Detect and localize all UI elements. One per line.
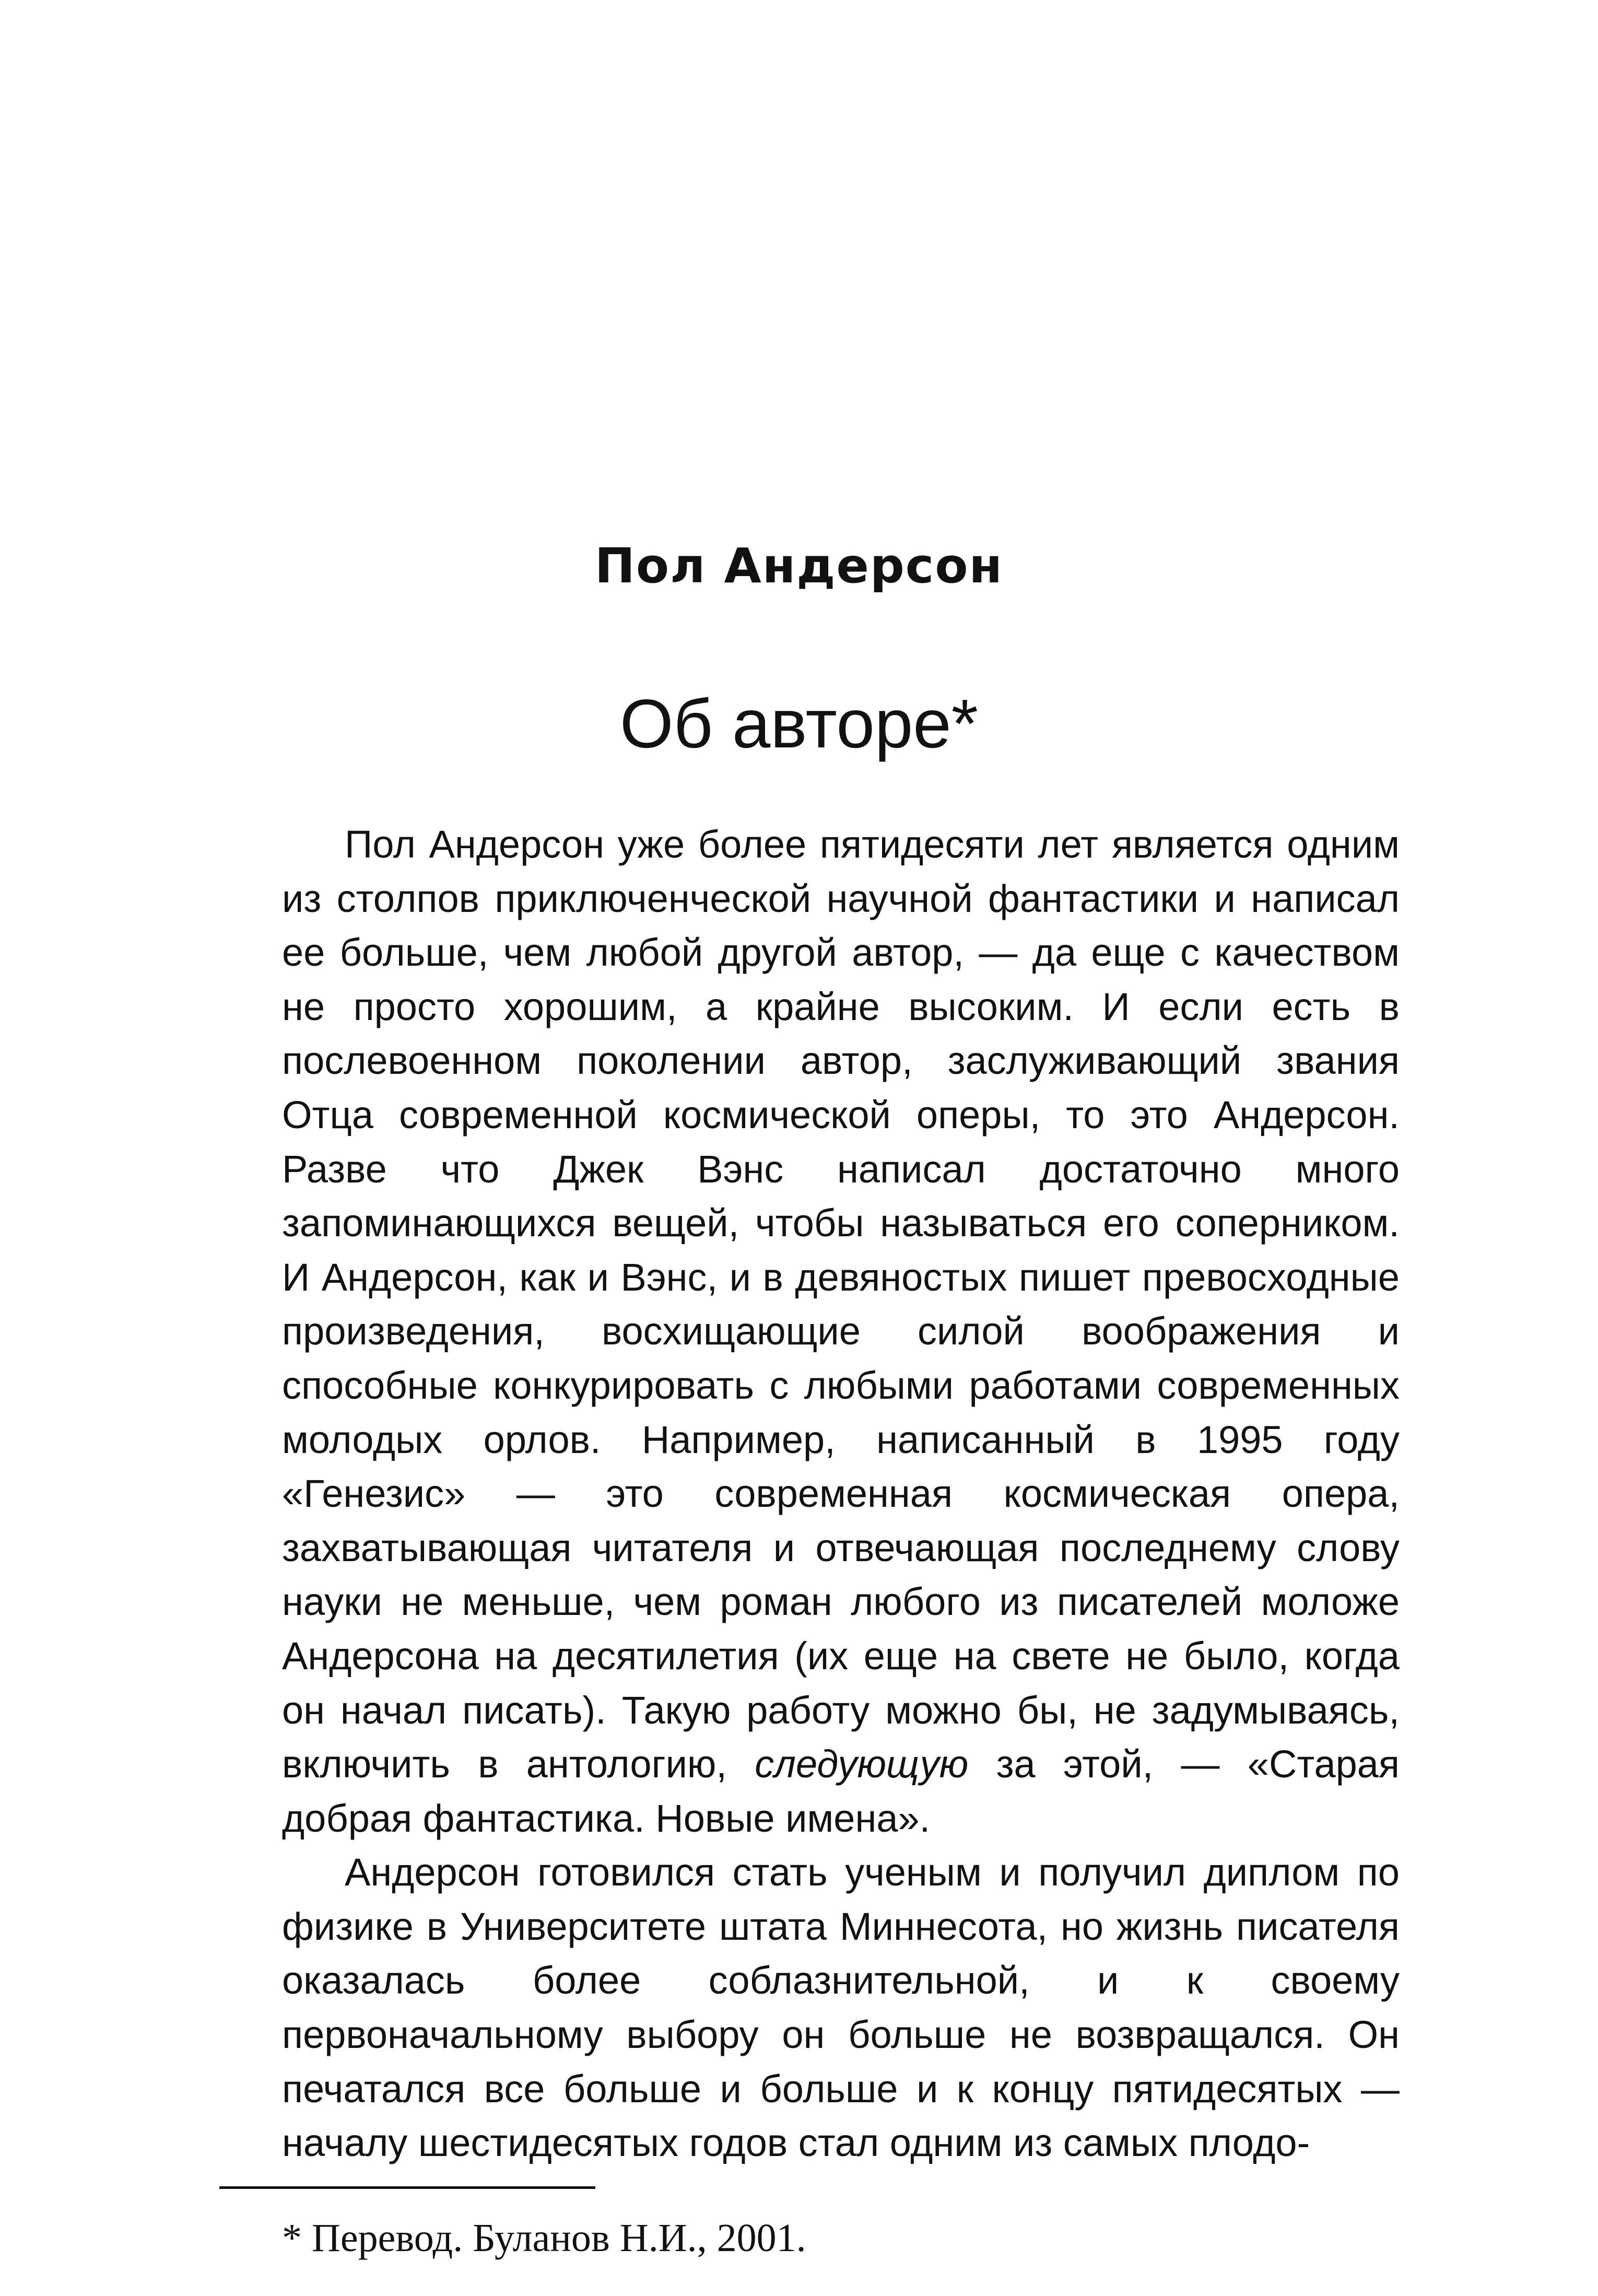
footnote: * Перевод. Буланов Н.И., 2001. [282,2216,806,2260]
paragraph-1 [282,817,1400,1845]
footnote-divider [219,2186,595,2189]
body-text [282,817,1400,2170]
paragraph-1-text-a: Пол Андерсон уже более пятидесяти лет является одним из столпов приключенческой научной фантастики и написал ее больше, чем любой другой автор, — да еще с качеством не просто хорошим, а крайне высоким. И если есть в послевоенном поколении автор, заслуживающий звания Отца современной космической оперы, то это Андерсон. Разве что Джек Вэнс написал достаточно много запоминающихся вещей, чтобы называться его соперником. И Андерсон, как и Вэнс, и в девяностых пишет превосходные произведения, восхищающие силой воображения и способные конкурировать с любыми работами современных молодых орлов. Например, написанный в 1995 году «Генезис» — это современная космическая опера, захватывающая читателя и отвечающая последнему слову науки не меньше, чем роман любого из писателей моложе Андерсона на десятилетия (их еще на свете не было, когда он начал писать). Такую работу можно бы, не задумываясь, включить в антологию, [282,823,1400,1786]
paragraph-2: Андерсон готовился стать ученым и получил диплом по физике в Университете штата Миннесота, но жизнь писателя оказалась более соблазнительной, и к своему первоначальному выбору он больше не возвращался. Он печатался все больше и больше и к концу пятидесятых — началу шестидесятых годов стал одним из самых плодо- [282,1850,1400,2165]
author-name: Пол Андерсон [594,538,1004,594]
paragraph-1-emphasis: следующую [755,1742,969,1786]
chapter-title: Об авторе* [619,685,979,762]
paragraph-1-text-b: за этой, — «Старая добрая фантастика. Новые имена». [282,1742,1400,1840]
